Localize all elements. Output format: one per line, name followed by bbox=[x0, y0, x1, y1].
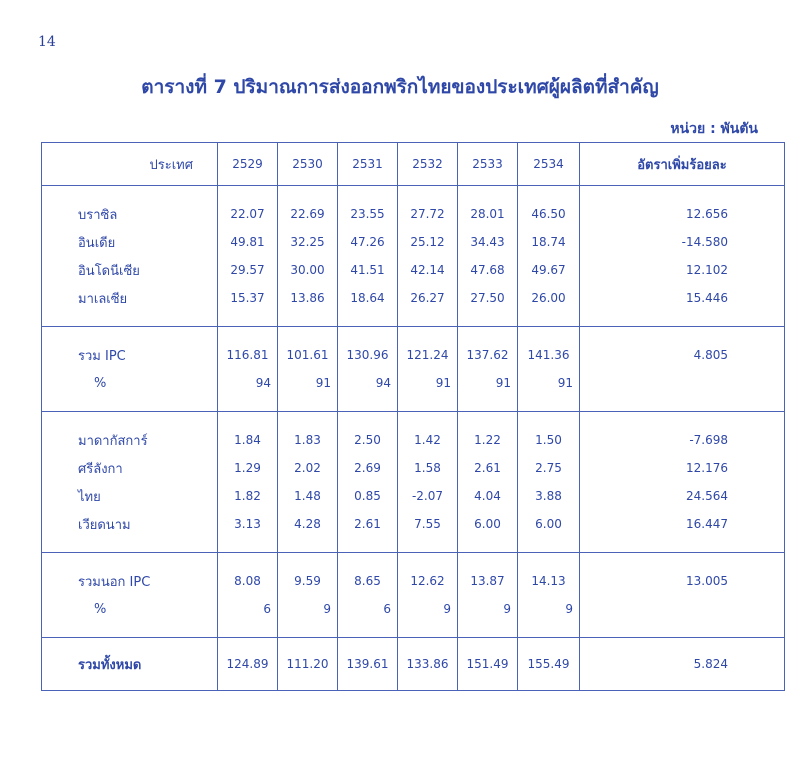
value-cell: 1.50 bbox=[518, 426, 580, 454]
value-cell: 34.43 bbox=[458, 228, 518, 256]
value-cell: 42.14 bbox=[398, 256, 458, 284]
value-cell: 2.02 bbox=[278, 454, 338, 482]
country-name: อินเดีย bbox=[42, 228, 218, 256]
value-cell: 0.85 bbox=[338, 482, 398, 510]
value-cell: 133.86 bbox=[398, 638, 458, 691]
value-cell: 27.72 bbox=[398, 200, 458, 228]
value-cell: 1.83 bbox=[278, 426, 338, 454]
value-cell: 1.29 bbox=[218, 454, 278, 482]
rate-cell: 12.176 bbox=[580, 454, 785, 482]
value-cell: 41.51 bbox=[338, 256, 398, 284]
header-rate: อัตราเพิ่มร้อยละ bbox=[580, 143, 785, 186]
non-ipc-total-row bbox=[42, 567, 785, 595]
value-cell: 26.00 bbox=[518, 284, 580, 312]
value-cell: 9 bbox=[278, 595, 338, 623]
value-cell: 9 bbox=[398, 595, 458, 623]
value-cell: 3.13 bbox=[218, 510, 278, 538]
rate-cell: 5.824 bbox=[580, 638, 785, 691]
value-cell: 6.00 bbox=[458, 510, 518, 538]
table-row bbox=[42, 228, 785, 256]
value-cell: 8.08 bbox=[218, 567, 278, 595]
value-cell: 13.87 bbox=[458, 567, 518, 595]
header-year: 2532 bbox=[398, 143, 458, 186]
country-name: เวียดนาม bbox=[42, 510, 218, 538]
value-cell: 22.07 bbox=[218, 200, 278, 228]
row-label: รวม IPC bbox=[42, 341, 218, 369]
header-year: 2529 bbox=[218, 143, 278, 186]
value-cell: 9 bbox=[458, 595, 518, 623]
value-cell: 26.27 bbox=[398, 284, 458, 312]
value-cell: 94 bbox=[338, 369, 398, 397]
header-year: 2530 bbox=[278, 143, 338, 186]
country-name: บราซิล bbox=[42, 200, 218, 228]
value-cell: 14.13 bbox=[518, 567, 580, 595]
value-cell: 130.96 bbox=[338, 341, 398, 369]
value-cell: 49.81 bbox=[218, 228, 278, 256]
rate-cell: 4.805 bbox=[580, 341, 785, 369]
value-cell: 91 bbox=[458, 369, 518, 397]
table-row bbox=[42, 200, 785, 228]
value-cell: 23.55 bbox=[338, 200, 398, 228]
value-cell: 121.24 bbox=[398, 341, 458, 369]
value-cell: 151.49 bbox=[458, 638, 518, 691]
value-cell: 9 bbox=[518, 595, 580, 623]
row-label: รวมนอก IPC bbox=[42, 567, 218, 595]
country-name: มาเลเซีย bbox=[42, 284, 218, 312]
value-cell: 91 bbox=[398, 369, 458, 397]
value-cell: 32.25 bbox=[278, 228, 338, 256]
value-cell: 139.61 bbox=[338, 638, 398, 691]
ipc-total-row bbox=[42, 341, 785, 369]
value-cell: 2.61 bbox=[338, 510, 398, 538]
header-year: 2533 bbox=[458, 143, 518, 186]
export-table bbox=[41, 142, 785, 691]
value-cell: 18.74 bbox=[518, 228, 580, 256]
value-cell: 46.50 bbox=[518, 200, 580, 228]
table-row bbox=[42, 426, 785, 454]
row-label: รวมทั้งหมด bbox=[42, 638, 218, 691]
value-cell: 6.00 bbox=[518, 510, 580, 538]
value-cell: 4.28 bbox=[278, 510, 338, 538]
value-cell: 47.26 bbox=[338, 228, 398, 256]
value-cell: 1.42 bbox=[398, 426, 458, 454]
value-cell: 15.37 bbox=[218, 284, 278, 312]
value-cell: 2.69 bbox=[338, 454, 398, 482]
value-cell: 25.12 bbox=[398, 228, 458, 256]
value-cell: 101.61 bbox=[278, 341, 338, 369]
table-row bbox=[42, 454, 785, 482]
value-cell: 155.49 bbox=[518, 638, 580, 691]
rate-cell: 16.447 bbox=[580, 510, 785, 538]
value-cell: 18.64 bbox=[338, 284, 398, 312]
value-cell: 49.67 bbox=[518, 256, 580, 284]
value-cell: 2.75 bbox=[518, 454, 580, 482]
country-name: ศรีลังกา bbox=[42, 454, 218, 482]
value-cell: 6 bbox=[218, 595, 278, 623]
value-cell: 1.58 bbox=[398, 454, 458, 482]
rate-cell: 24.564 bbox=[580, 482, 785, 510]
value-cell: 8.65 bbox=[338, 567, 398, 595]
value-cell: 1.84 bbox=[218, 426, 278, 454]
rate-cell: 15.446 bbox=[580, 284, 785, 312]
rate-cell: 12.656 bbox=[580, 200, 785, 228]
value-cell: 6 bbox=[338, 595, 398, 623]
table-row bbox=[42, 284, 785, 312]
value-cell: 1.22 bbox=[458, 426, 518, 454]
header-year: 2534 bbox=[518, 143, 580, 186]
non-ipc-percent-row bbox=[42, 595, 785, 623]
value-cell: -2.07 bbox=[398, 482, 458, 510]
row-label: % bbox=[42, 369, 218, 397]
country-name: ไทย bbox=[42, 482, 218, 510]
value-cell: 116.81 bbox=[218, 341, 278, 369]
value-cell: 28.01 bbox=[458, 200, 518, 228]
value-cell: 1.48 bbox=[278, 482, 338, 510]
value-cell: 137.62 bbox=[458, 341, 518, 369]
header-year: 2531 bbox=[338, 143, 398, 186]
unit-label: หน่วย : พันตัน bbox=[670, 121, 758, 137]
value-cell: 47.68 bbox=[458, 256, 518, 284]
value-cell: 1.82 bbox=[218, 482, 278, 510]
value-cell: 124.89 bbox=[218, 638, 278, 691]
value-cell: 29.57 bbox=[218, 256, 278, 284]
value-cell: 2.50 bbox=[338, 426, 398, 454]
value-cell: 111.20 bbox=[278, 638, 338, 691]
value-cell: 9.59 bbox=[278, 567, 338, 595]
ipc-percent-row bbox=[42, 369, 785, 397]
value-cell: 12.62 bbox=[398, 567, 458, 595]
value-cell: 91 bbox=[278, 369, 338, 397]
country-name: มาดากัสการ์ bbox=[42, 426, 218, 454]
header-country: ประเทศ bbox=[42, 143, 218, 186]
table-row bbox=[42, 482, 785, 510]
country-name: อินโดนีเซีย bbox=[42, 256, 218, 284]
page-number: 14 bbox=[38, 34, 56, 50]
value-cell: 2.61 bbox=[458, 454, 518, 482]
rate-cell: 13.005 bbox=[580, 567, 785, 595]
table-row bbox=[42, 510, 785, 538]
page-title: ตารางที่ 7 ปริมาณการส่งออกพริกไทยของประเทศผู้ผลิตที่สำคัญ bbox=[141, 76, 659, 98]
grand-total-row bbox=[42, 638, 785, 691]
row-label: % bbox=[42, 595, 218, 623]
header-row bbox=[42, 143, 785, 186]
value-cell: 13.86 bbox=[278, 284, 338, 312]
value-cell: 3.88 bbox=[518, 482, 580, 510]
table-row bbox=[42, 256, 785, 284]
rate-cell: 12.102 bbox=[580, 256, 785, 284]
rate-cell: -7.698 bbox=[580, 426, 785, 454]
value-cell: 141.36 bbox=[518, 341, 580, 369]
value-cell: 7.55 bbox=[398, 510, 458, 538]
value-cell: 94 bbox=[218, 369, 278, 397]
value-cell: 4.04 bbox=[458, 482, 518, 510]
value-cell: 27.50 bbox=[458, 284, 518, 312]
value-cell: 30.00 bbox=[278, 256, 338, 284]
value-cell: 91 bbox=[518, 369, 580, 397]
value-cell: 22.69 bbox=[278, 200, 338, 228]
rate-cell: -14.580 bbox=[580, 228, 785, 256]
